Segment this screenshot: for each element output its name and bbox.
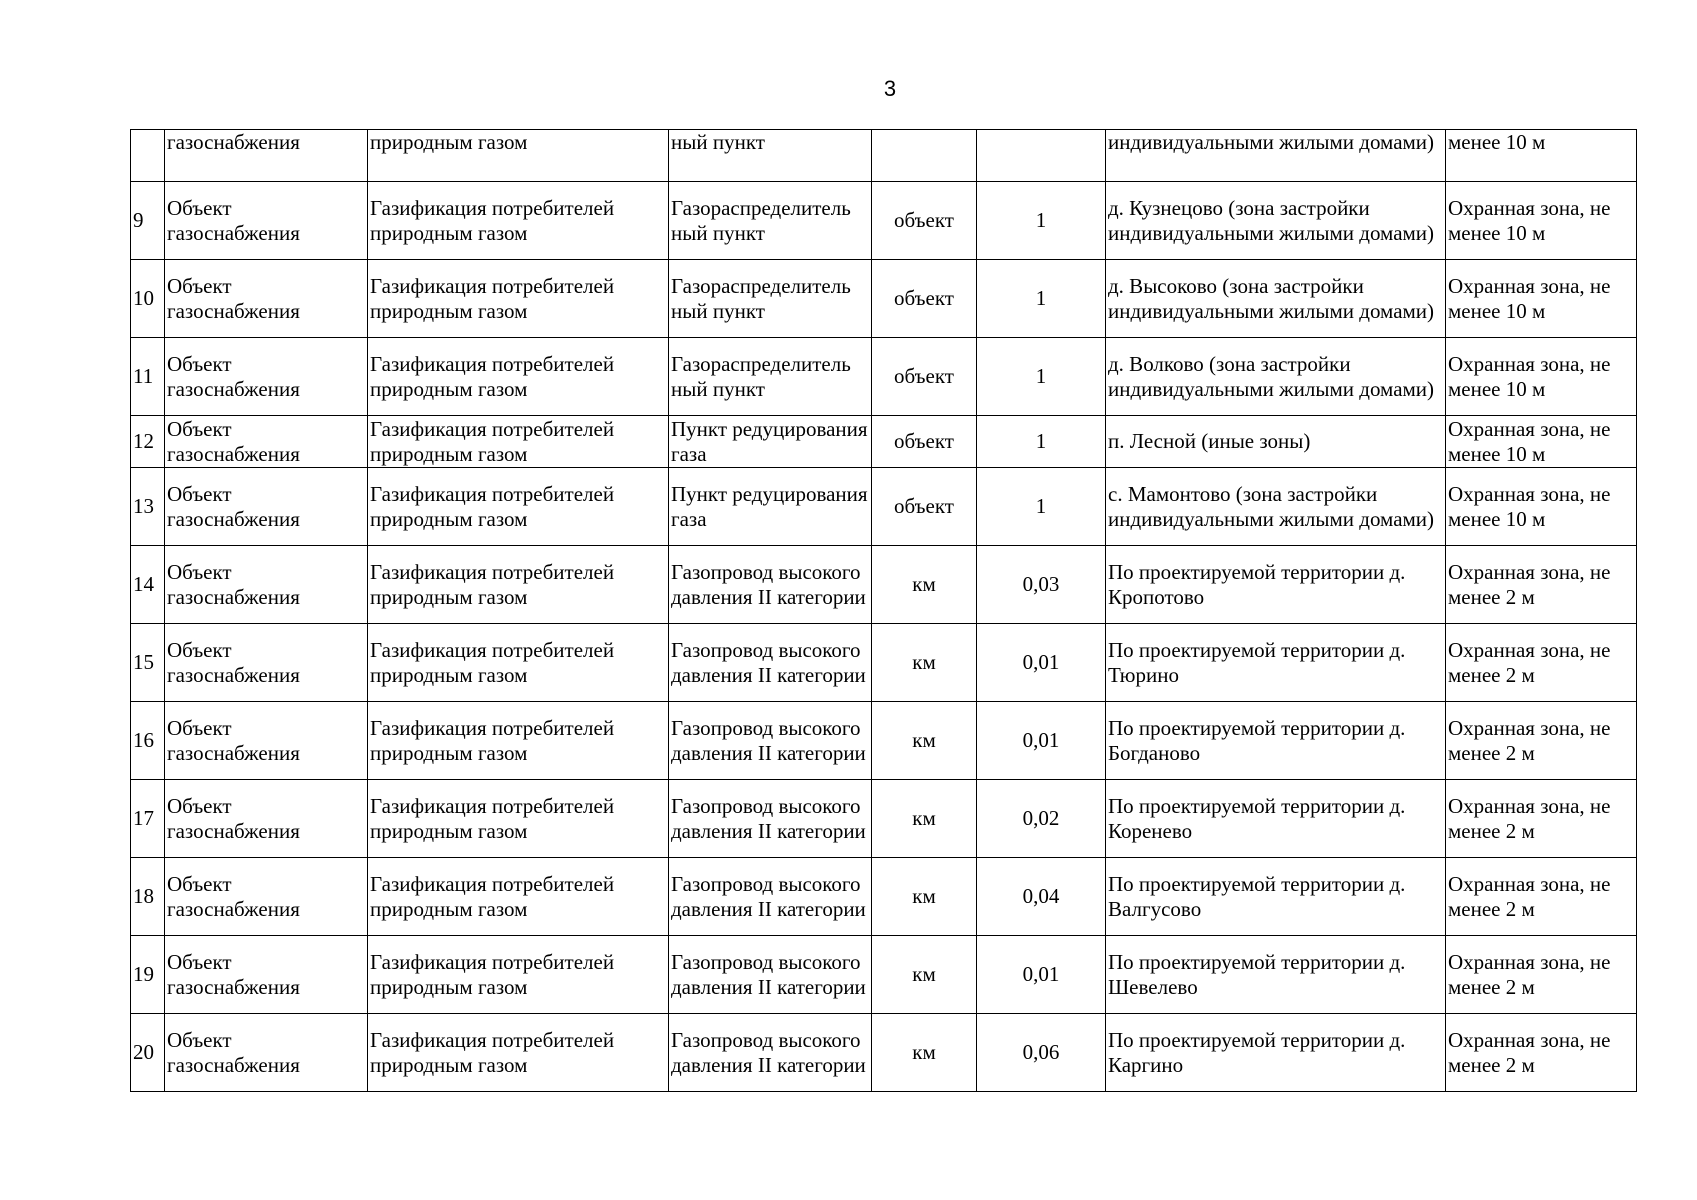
unit-cell: км xyxy=(872,858,977,936)
object-name-cell: Объект газоснабжения xyxy=(165,780,368,858)
location-cell: индивидуальными жилыми домами) xyxy=(1106,130,1446,182)
location-cell: По проектируемой территории д. Тюрино xyxy=(1106,624,1446,702)
purpose-cell: Газификация потребителей природным газом xyxy=(368,624,669,702)
protection-zone-cell: Охранная зона, не менее 2 м xyxy=(1446,702,1637,780)
object-name-cell: Объект газоснабжения xyxy=(165,182,368,260)
location-cell: д. Кузнецово (зона застройки индивидуальными жилыми домами) xyxy=(1106,182,1446,260)
quantity-cell: 1 xyxy=(977,468,1106,546)
protection-zone-cell: Охранная зона, не менее 2 м xyxy=(1446,936,1637,1014)
quantity-cell: 1 xyxy=(977,182,1106,260)
table-row xyxy=(131,624,1637,702)
row-number-cell: 13 xyxy=(131,468,165,546)
location-cell: По проектируемой территории д. Каргино xyxy=(1106,1014,1446,1092)
protection-zone-cell: Охранная зона, не менее 10 м xyxy=(1446,416,1637,468)
unit-cell: км xyxy=(872,546,977,624)
object-type-cell: Пункт редуцирования газа xyxy=(669,416,872,468)
table-body xyxy=(131,130,1637,1092)
object-type-cell: Газораспределитель ный пункт xyxy=(669,260,872,338)
unit-cell: км xyxy=(872,624,977,702)
quantity-cell: 1 xyxy=(977,338,1106,416)
protection-zone-cell: Охранная зона, не менее 2 м xyxy=(1446,858,1637,936)
protection-zone-cell: Охранная зона, не менее 10 м xyxy=(1446,182,1637,260)
page-number: 3 xyxy=(883,76,897,101)
purpose-cell: Газификация потребителей природным газом xyxy=(368,416,669,468)
unit-cell xyxy=(872,130,977,182)
protection-zone-cell: менее 10 м xyxy=(1446,130,1637,182)
object-type-cell: Пункт редуцирования газа xyxy=(669,468,872,546)
quantity-cell: 0,06 xyxy=(977,1014,1106,1092)
row-number-cell: 14 xyxy=(131,546,165,624)
quantity-cell: 1 xyxy=(977,416,1106,468)
unit-cell: объект xyxy=(872,182,977,260)
row-number-cell: 10 xyxy=(131,260,165,338)
location-cell: По проектируемой территории д. Кропотово xyxy=(1106,546,1446,624)
protection-zone-cell: Охранная зона, не менее 10 м xyxy=(1446,468,1637,546)
protection-zone-cell: Охранная зона, не менее 2 м xyxy=(1446,624,1637,702)
location-cell: п. Лесной (иные зоны) xyxy=(1106,416,1446,468)
object-name-cell: Объект газоснабжения xyxy=(165,416,368,468)
object-type-cell: Газораспределитель ный пункт xyxy=(669,182,872,260)
purpose-cell: Газификация потребителей природным газом xyxy=(368,468,669,546)
purpose-cell: Газификация потребителей природным газом xyxy=(368,780,669,858)
object-name-cell: Объект газоснабжения xyxy=(165,702,368,780)
quantity-cell: 0,01 xyxy=(977,936,1106,1014)
location-cell: По проектируемой территории д. Коренево xyxy=(1106,780,1446,858)
table-row xyxy=(131,130,1637,182)
purpose-cell: Газификация потребителей природным газом xyxy=(368,182,669,260)
location-cell: с. Мамонтово (зона застройки индивидуальными жилыми домами) xyxy=(1106,468,1446,546)
table-row xyxy=(131,546,1637,624)
table-row xyxy=(131,338,1637,416)
location-cell: д. Волково (зона застройки индивидуальными жилыми домами) xyxy=(1106,338,1446,416)
row-number-cell: 12 xyxy=(131,416,165,468)
row-number-cell: 18 xyxy=(131,858,165,936)
unit-cell: км xyxy=(872,1014,977,1092)
unit-cell: км xyxy=(872,702,977,780)
object-name-cell: Объект газоснабжения xyxy=(165,338,368,416)
object-name-cell: Объект газоснабжения xyxy=(165,624,368,702)
location-cell: По проектируемой территории д. Шевелево xyxy=(1106,936,1446,1014)
quantity-cell: 0,03 xyxy=(977,546,1106,624)
purpose-cell: Газификация потребителей природным газом xyxy=(368,546,669,624)
object-type-cell: Газопровод высокого давления II категории xyxy=(669,936,872,1014)
purpose-cell: Газификация потребителей природным газом xyxy=(368,702,669,780)
protection-zone-cell: Охранная зона, не менее 2 м xyxy=(1446,546,1637,624)
object-name-cell: Объект газоснабжения xyxy=(165,858,368,936)
object-type-cell: Газопровод высокого давления II категории xyxy=(669,780,872,858)
row-number-cell: 9 xyxy=(131,182,165,260)
unit-cell: объект xyxy=(872,338,977,416)
object-type-cell: Газопровод высокого давления II категории xyxy=(669,546,872,624)
unit-cell: объект xyxy=(872,260,977,338)
protection-zone-cell: Охранная зона, не менее 10 м xyxy=(1446,260,1637,338)
table-row xyxy=(131,416,1637,468)
object-name-cell: газоснабжения xyxy=(165,130,368,182)
row-number-cell: 16 xyxy=(131,702,165,780)
protection-zone-cell: Охранная зона, не менее 10 м xyxy=(1446,338,1637,416)
quantity-cell: 0,01 xyxy=(977,624,1106,702)
object-type-cell: ный пункт xyxy=(669,130,872,182)
table-row xyxy=(131,702,1637,780)
quantity-cell: 0,02 xyxy=(977,780,1106,858)
object-type-cell: Газопровод высокого давления II категории xyxy=(669,858,872,936)
object-type-cell: Газопровод высокого давления II категории xyxy=(669,624,872,702)
quantity-cell: 1 xyxy=(977,260,1106,338)
row-number-cell: 15 xyxy=(131,624,165,702)
table-row xyxy=(131,260,1637,338)
table-row xyxy=(131,858,1637,936)
location-cell: По проектируемой территории д. Богданово xyxy=(1106,702,1446,780)
table-row xyxy=(131,1014,1637,1092)
purpose-cell: Газификация потребителей природным газом xyxy=(368,260,669,338)
purpose-cell: Газификация потребителей природным газом xyxy=(368,858,669,936)
unit-cell: км xyxy=(872,936,977,1014)
quantity-cell: 0,01 xyxy=(977,702,1106,780)
object-type-cell: Газораспределитель ный пункт xyxy=(669,338,872,416)
quantity-cell xyxy=(977,130,1106,182)
objects-table xyxy=(130,129,1637,1092)
object-name-cell: Объект газоснабжения xyxy=(165,260,368,338)
quantity-cell: 0,04 xyxy=(977,858,1106,936)
object-name-cell: Объект газоснабжения xyxy=(165,1014,368,1092)
purpose-cell: природным газом xyxy=(368,130,669,182)
table-row xyxy=(131,780,1637,858)
object-type-cell: Газопровод высокого давления II категории xyxy=(669,702,872,780)
location-cell: По проектируемой территории д. Валгусово xyxy=(1106,858,1446,936)
table-row xyxy=(131,936,1637,1014)
table-row xyxy=(131,182,1637,260)
row-number-cell: 19 xyxy=(131,936,165,1014)
unit-cell: объект xyxy=(872,416,977,468)
purpose-cell: Газификация потребителей природным газом xyxy=(368,338,669,416)
row-number-cell xyxy=(131,130,165,182)
object-name-cell: Объект газоснабжения xyxy=(165,546,368,624)
purpose-cell: Газификация потребителей природным газом xyxy=(368,1014,669,1092)
protection-zone-cell: Охранная зона, не менее 2 м xyxy=(1446,780,1637,858)
unit-cell: км xyxy=(872,780,977,858)
unit-cell: объект xyxy=(872,468,977,546)
object-name-cell: Объект газоснабжения xyxy=(165,936,368,1014)
table-row xyxy=(131,468,1637,546)
location-cell: д. Высоково (зона застройки индивидуальными жилыми домами) xyxy=(1106,260,1446,338)
protection-zone-cell: Охранная зона, не менее 2 м xyxy=(1446,1014,1637,1092)
row-number-cell: 20 xyxy=(131,1014,165,1092)
purpose-cell: Газификация потребителей природным газом xyxy=(368,936,669,1014)
object-name-cell: Объект газоснабжения xyxy=(165,468,368,546)
object-type-cell: Газопровод высокого давления II категории xyxy=(669,1014,872,1092)
row-number-cell: 17 xyxy=(131,780,165,858)
row-number-cell: 11 xyxy=(131,338,165,416)
